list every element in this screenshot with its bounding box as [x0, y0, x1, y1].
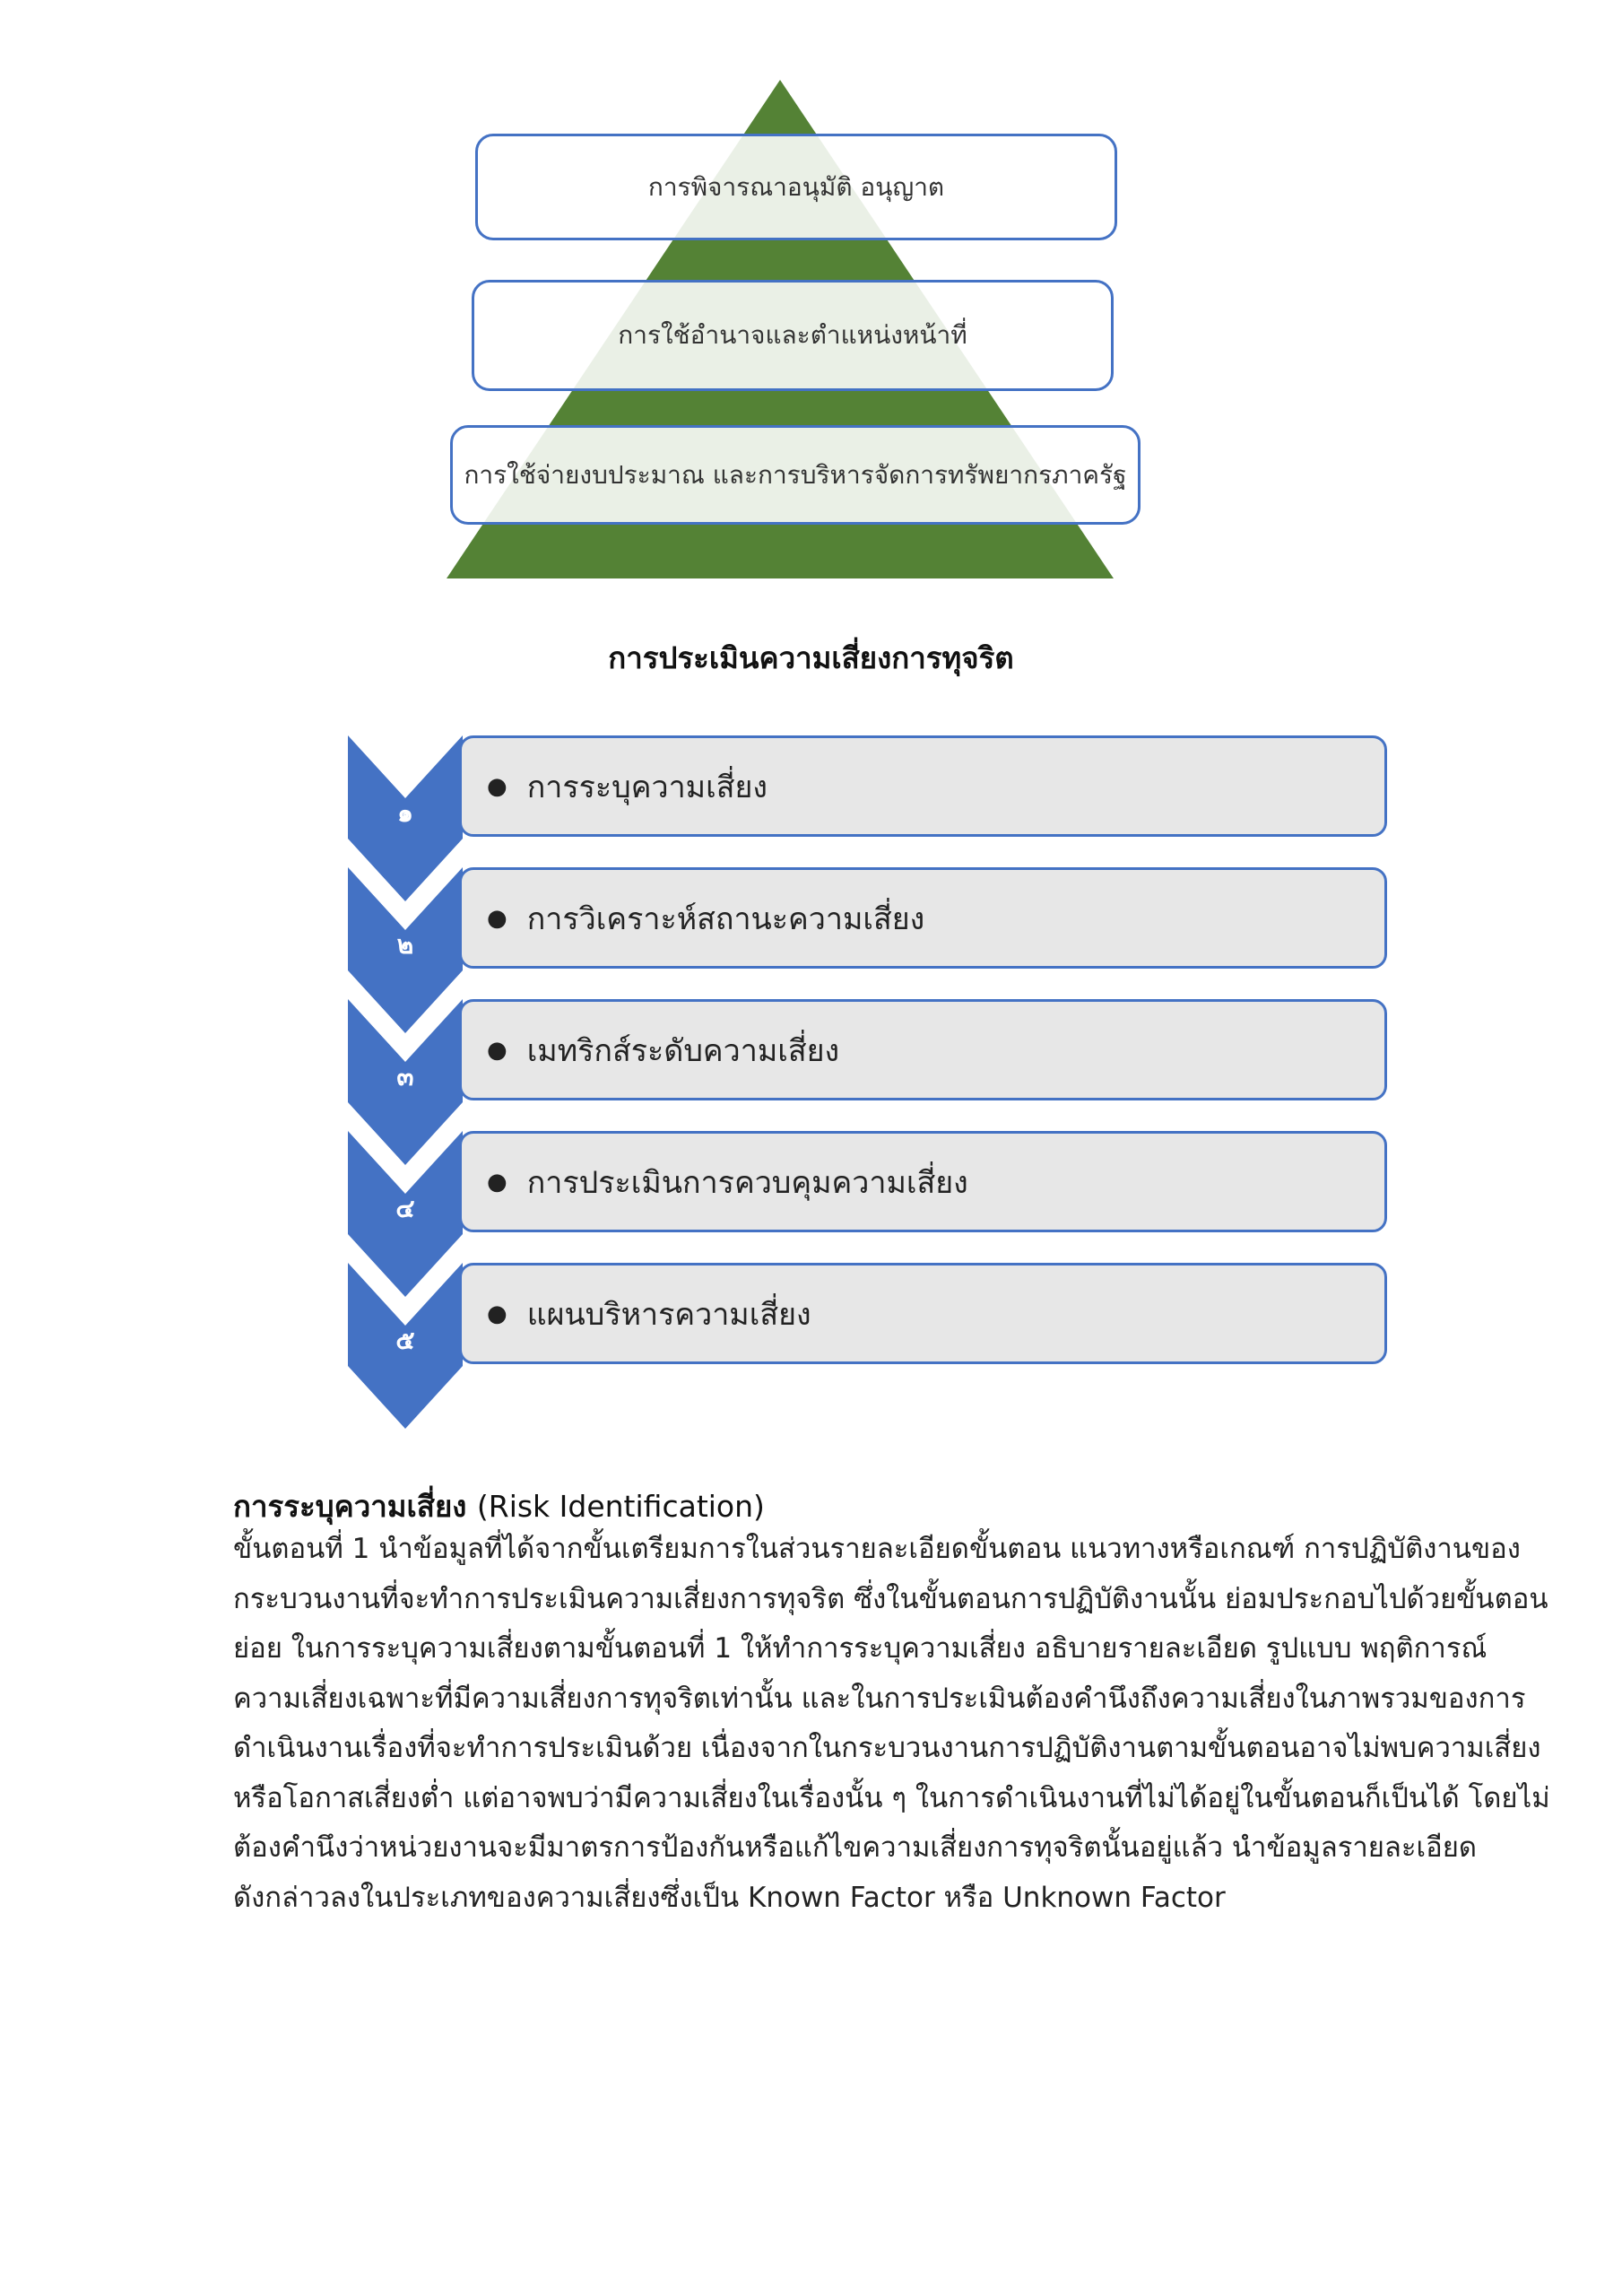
- body-line: ขั้นตอนที่ 1 นำข้อมูลที่ได้จากขั้นเตรียมการในส่วนรายละเอียดขั้นตอน แนวทางหรือเกณฑ์ การปฏิบัติงานของ: [233, 1533, 1521, 1565]
- bullet-icon: ●: [487, 1168, 507, 1196]
- body-line: กระบวนงานที่จะทำการประเมินความเสี่ยงการทุจริต ซึ่งในขั้นตอนการปฏิบัติงานนั้น ย่อมประกอบไปด้วยขั้นตอน: [233, 1582, 1548, 1615]
- section-title: [233, 1483, 765, 1530]
- body-line: ต้องคำนึงว่าหน่วยงานจะมีมาตรการป้องกันหรือแก้ไขความเสี่ยงการทุจริตนั้นอยู่แล้ว นำข้อมูลรายละเอียด: [233, 1831, 1478, 1864]
- bullet-icon: ●: [487, 1300, 507, 1327]
- step-5-box: [459, 1263, 1387, 1364]
- step-2-box: [459, 867, 1387, 969]
- section-title-english: (Risk Identification): [476, 1489, 765, 1524]
- body-line: ดังกล่าวลงในประเภทของความเสี่ยงซึ่งเป็น Known Factor หรือ Unknown Factor: [233, 1881, 1226, 1914]
- pyramid-tier-3: การใช้จ่ายงบประมาณ และการบริหารจัดการทรัพยากรภาครัฐ: [450, 425, 1141, 525]
- step-1-number: ๑: [397, 798, 413, 828]
- step-3-number: ๓: [396, 1062, 414, 1091]
- step-4-label: การประเมินการควบคุมความเสี่ยง: [526, 1164, 968, 1201]
- section-title-thai: การระบุความเสี่ยง: [233, 1489, 467, 1524]
- step-5-label: แผนบริหารความเสี่ยง: [526, 1296, 811, 1333]
- bullet-icon: ●: [487, 904, 507, 932]
- body-line: ดำเนินงานเรื่องที่จะทำการประเมินด้วย เนื่องจากในกระบวนงานการปฏิบัติงานตามขั้นตอนอาจไม่พบความเสี่ยง: [233, 1732, 1541, 1764]
- bullet-icon: ●: [487, 772, 507, 800]
- body-line: ความเสี่ยงเฉพาะที่มีความเสี่ยงการทุจริตเท่านั้น และในการประเมินต้องคำนึงถึงความเสี่ยงในภาพรวมของการ: [233, 1682, 1526, 1715]
- step-1-label: การระบุความเสี่ยง: [526, 769, 768, 805]
- step-2-label: การวิเคราะห์สถานะความเสี่ยง: [526, 900, 925, 937]
- step-3-label: เมทริกส์ระดับความเสี่ยง: [526, 1032, 840, 1069]
- bullet-icon: ●: [487, 1036, 507, 1064]
- step-3-box: [459, 999, 1387, 1100]
- risk-assessment-heading: การประเมินความเสี่ยงการทุจริต: [608, 640, 1014, 675]
- pyramid-tier-2: การใช้อำนาจและตำแหน่งหน้าที่: [472, 280, 1114, 391]
- step-5-number: ๕: [395, 1326, 415, 1355]
- body-line: หรือโอกาสเสี่ยงต่ำ แต่อาจพบว่ามีความเสี่ยงในเรื่องนั้น ๆ ในการดำเนินงานที่ไม่ได้อยู่ในขั้นตอนก็เป็นได้ โดยไม่: [233, 1781, 1550, 1814]
- step-4-number: ๔: [395, 1194, 415, 1223]
- pyramid-tier-1: การพิจารณาอนุมัติ อนุญาต: [475, 134, 1117, 240]
- body-line: ย่อย ในการระบุความเสี่ยงตามขั้นตอนที่ 1 ให้ทำการระบุความเสี่ยง อธิบายรายละเอียด รูปแบบ พฤติการณ์: [233, 1632, 1488, 1665]
- step-2-number: ๒: [396, 930, 414, 960]
- step-1-box: [459, 735, 1387, 837]
- step-4-box: [459, 1131, 1387, 1232]
- section-body: [233, 1525, 1550, 1923]
